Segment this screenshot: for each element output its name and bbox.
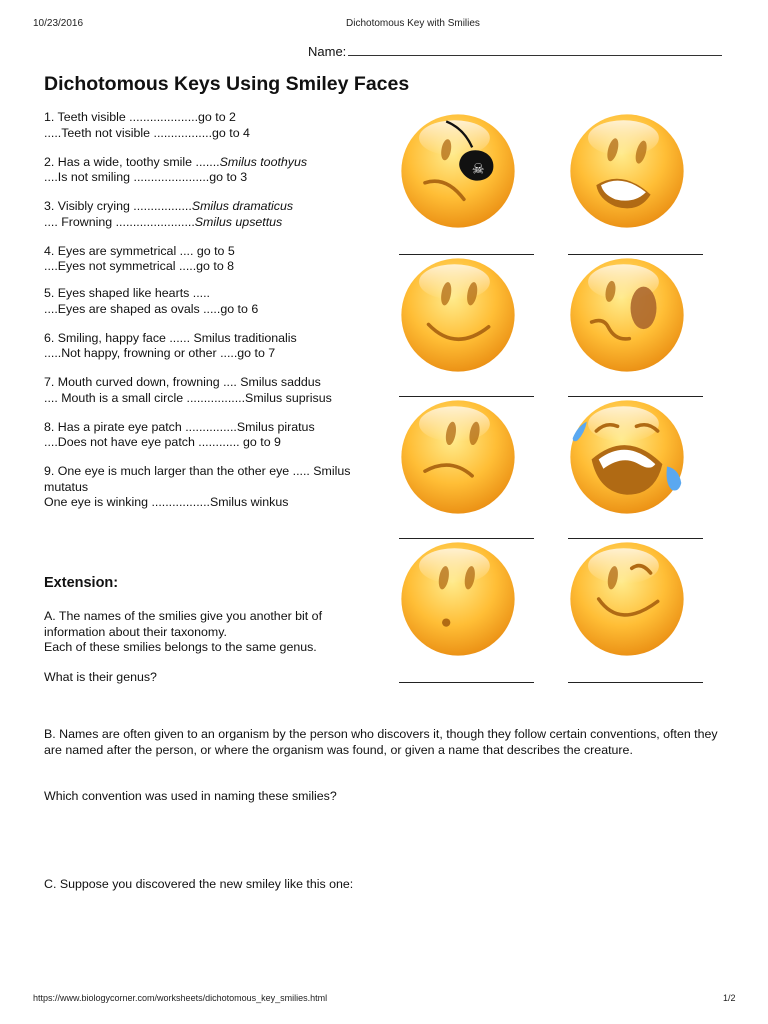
- answer-blank[interactable]: [568, 682, 703, 683]
- answer-blank[interactable]: [399, 254, 534, 255]
- answer-blank[interactable]: [399, 538, 534, 539]
- convention-question: Which convention was used in naming these smilies?: [44, 789, 337, 803]
- answer-blank[interactable]: [568, 538, 703, 539]
- traditional-smiley-icon: [399, 256, 517, 374]
- page-title: Dichotomous Keys Using Smiley Faces: [44, 73, 410, 95]
- dichotomous-key: [44, 110, 389, 524]
- surprised-smiley-icon: [399, 540, 517, 658]
- name-field[interactable]: [308, 44, 722, 59]
- key-step: 1. Teeth visible ....................go to 2 .....Teeth not visible .................go to 4: [44, 110, 250, 140]
- crying-smiley-icon: [568, 398, 686, 516]
- sad-smiley-icon: [399, 398, 517, 516]
- name-blank[interactable]: [348, 44, 722, 56]
- key-step: 5. Eyes shaped like hearts ..... ....Eyes are shaped as ovals .....go to 6: [44, 286, 259, 316]
- mutant-smiley-icon: [568, 256, 686, 374]
- name-label: Name:: [308, 44, 347, 59]
- toothy-smiley-icon: [568, 112, 686, 230]
- key-step: 7. Mouth curved down, frowning .... Smilus saddus .... Mouth is a small circle .................Smilus suprisus: [44, 375, 332, 405]
- key-step: 9. One eye is much larger than the other eye ..... Smilus mutatus One eye is winking .................Smilus winkus: [44, 464, 351, 509]
- extension-heading: Extension:: [44, 575, 119, 591]
- print-date: 10/23/2016: [33, 18, 84, 29]
- key-step: 4. Eyes are symmetrical .... go to 5 ....Eyes not symmetrical .....go to 8: [44, 243, 235, 273]
- extension-b: B. Names are often given to an organism by the person who discovers it, though they follow certain conventions, often they are named after the person, or where the organism was found, or given a name that describes the creature.: [44, 727, 718, 757]
- print-title: Dichotomous Key with Smilies: [346, 18, 480, 29]
- extension-a: A. The names of the smilies give you another bit of information about their taxonomy. Each of these smilies belongs to the same genus.: [44, 609, 323, 654]
- pirate-smiley-icon: [399, 112, 517, 230]
- key-step: 3. Visibly crying .................Smilus dramaticus .... Frowning .......................Smilus upsettus: [44, 199, 294, 229]
- key-step: 2. Has a wide, toothy smile .......Smilus toothyus ....Is not smiling ......................go to 3: [44, 154, 308, 184]
- page-number: 1/2: [723, 993, 736, 1003]
- key-step: 6. Smiling, happy face ...... Smilus traditionalis .....Not happy, frowning or other .....go to 7: [44, 330, 297, 360]
- answer-blank[interactable]: [568, 396, 703, 397]
- winking-smiley-icon: [568, 540, 686, 658]
- svg-text:☠: ☠: [471, 161, 485, 178]
- extension-c: C. Suppose you discovered the new smiley like this one:: [44, 877, 354, 891]
- key-step: 8. Has a pirate eye patch ...............Smilus piratus ....Does not have eye patch ............ go to 9: [44, 419, 315, 449]
- answer-blank[interactable]: [399, 396, 534, 397]
- genus-question: What is their genus?: [44, 670, 157, 684]
- answer-blank[interactable]: [568, 254, 703, 255]
- source-url: https://www.biologycorner.com/worksheets/dichotomous_key_smilies.html: [33, 993, 328, 1003]
- answer-blank[interactable]: [399, 682, 534, 683]
